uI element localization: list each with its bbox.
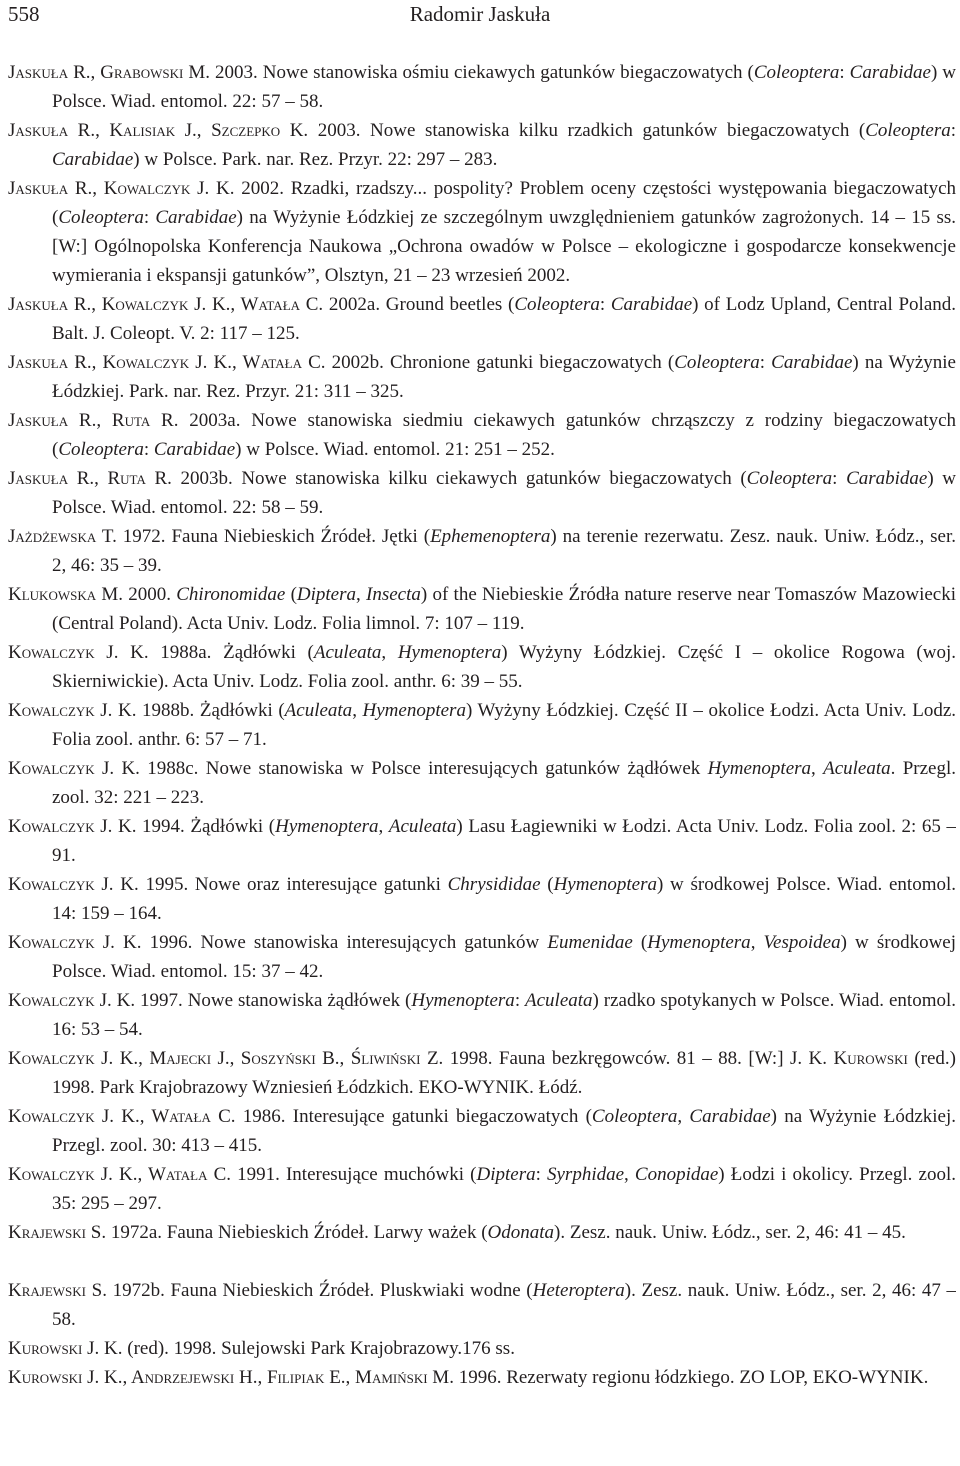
reference-authors: Jaskuła R., Kalisiak J., Szczepko K. [8, 120, 309, 141]
reference-text: 2003. Nowe stanowiska ośmiu ciekawych gatunków biegaczowatych ( [210, 62, 754, 83]
taxon-name: Carabidae [849, 62, 931, 83]
reference-text: 1994. Żądłówki ( [136, 816, 276, 837]
taxon-name: Coleoptera [753, 62, 840, 83]
reference-text: 1998. Fauna bezkręgowców. 81 – 88. [W:] J. K. [443, 1048, 834, 1069]
reference-entry [8, 870, 956, 928]
reference-text: ) Lasu Łagiewniki w Łodzi. Acta Univ. Lodz. Folia zool. 2: 65 – 91. [52, 816, 956, 866]
reference-authors: Kowalczyk J. K. [8, 758, 140, 779]
reference-list [8, 58, 956, 1421]
reference-entry [8, 522, 956, 580]
reference-entry [8, 1218, 956, 1276]
reference-text: ) w Polsce. Wiad. entomol. 22: 58 – 59. [52, 468, 956, 518]
reference-text: : [832, 468, 847, 489]
reference-text: 2002. Rzadki, rzadszy... pospolity? Problem oceny częstości występowania biegaczowatych ( [52, 178, 956, 228]
reference-text: 2003b. Nowe stanowiska kilku ciekawych gatunków biegaczowatych ( [171, 468, 747, 489]
reference-authors: Jaskuła R., Kowalczyk J. K., Watała C. [8, 294, 324, 315]
reference-entry [8, 1276, 956, 1334]
taxon-name: Coleoptera [746, 468, 833, 489]
reference-text: , [378, 816, 389, 837]
reference-text: Kurowski [833, 1048, 908, 1069]
taxon-name: Coleoptera [591, 1106, 678, 1127]
reference-text: 2002b. Chronione gatunki biegaczowatych ( [325, 352, 675, 373]
reference-text: 1996. Rezerwaty regionu łódzkiego. ZO LOP, EKO-WYNIK. [453, 1367, 929, 1388]
reference-text: : [514, 990, 526, 1011]
reference-authors: Kowalczyk J. K., Watała C. [8, 1106, 236, 1127]
taxon-name: Hymenoptera [397, 642, 502, 663]
reference-text: ) na Wyżynie Łódzkiej ze szczególnym uwzględnieniem gatunków zagrożonych. 14 – 15 ss. [W:] Ogólnopolska Konferencja Naukowa „Ochrona owadów w Polsce – ekologiczne i gospodarcze konsekwencje wymierania i ekspansji gatunków”, Olsztyn, 21 – 23 wrzesień 2002. [52, 207, 956, 286]
reference-authors: Krajewski S. [8, 1280, 107, 1301]
taxon-name: Carabidae [52, 149, 134, 170]
reference-authors: Jaskuła R., Ruta R. [8, 410, 179, 431]
taxon-name: Coleoptera [514, 294, 600, 315]
reference-text: , [811, 758, 824, 779]
taxon-name: Insecta [366, 584, 421, 605]
reference-entry [8, 580, 956, 638]
reference-authors: Jaskuła R., Ruta R. [8, 468, 172, 489]
reference-text: : [950, 120, 956, 141]
reference-entry [8, 812, 956, 870]
reference-authors: Kowalczyk J. K. [8, 642, 149, 663]
taxon-name: Heteroptera [532, 1280, 625, 1301]
reference-text: ) w Polsce. Wiad. entomol. 22: 57 – 58. [52, 62, 956, 112]
taxon-name: Coleoptera [865, 120, 951, 141]
reference-text: 1988c. Nowe stanowiska w Polsce interesujących gatunków żądłówek [139, 758, 708, 779]
reference-text: 2000. [123, 584, 177, 605]
reference-text: ) w środkowej Polsce. Wiad. entomol. 15: 37 – 42. [52, 932, 956, 982]
reference-text: ) Łodzi i okolicy. Przegl. zool. 35: 295 – 297. [52, 1164, 956, 1214]
reference-text: : [599, 294, 611, 315]
reference-text: 1972b. Fauna Niebieskich Źródeł. Pluskwiaki wodne ( [106, 1280, 533, 1301]
taxon-name: Vespoidea [763, 932, 841, 953]
reference-text: 1996. Nowe stanowiska interesujących gatunków [141, 932, 548, 953]
reference-entry [8, 1334, 956, 1363]
reference-authors: Kowalczyk J. K., Watała C. [8, 1164, 232, 1185]
reference-entry [8, 696, 956, 754]
reference-text: : [143, 439, 154, 460]
reference-text: , [677, 1106, 690, 1127]
reference-authors: Jaskuła R., Kowalczyk J. K., Watała C. [8, 352, 326, 373]
reference-text: ) w Polsce. Park. nar. Rez. Przyr. 22: 297 – 283. [133, 149, 498, 170]
reference-entry [8, 406, 956, 464]
reference-text: ) of Lodz Upland, Central Poland. Balt. J. Coleopt. V. 2: 117 – 125. [52, 294, 956, 344]
reference-text: , [381, 642, 398, 663]
reference-entry [8, 928, 956, 986]
running-head: Radomir Jaskuła [409, 2, 551, 26]
reference-authors: Kowalczyk J. K. [8, 990, 136, 1011]
reference-authors: Kowalczyk J. K. [8, 816, 137, 837]
reference-text: (red). 1998. Sulejowski Park Krajobrazowy.176 ss. [122, 1338, 515, 1359]
reference-text: 1997. Nowe stanowiska żądłówek ( [135, 990, 412, 1011]
taxon-name: Hymenoptera [411, 990, 515, 1011]
reference-text: ) Wyżyny Łódzkiej. Część I – okolice Rogowa (woj. Skierniwickie). Acta Univ. Lodz. Folia zool. anthr. 6: 39 – 55. [52, 642, 956, 692]
taxon-name: Hymenoptera [707, 758, 812, 779]
reference-text: 2003. Nowe stanowiska kilku rzadkich gatunków biegaczowatych ( [308, 120, 866, 141]
taxon-name: Eumenidae [547, 932, 633, 953]
reference-text: , [624, 1164, 635, 1185]
taxon-name: Carabidae [846, 468, 928, 489]
reference-text: ) na Wyżynie Łódzkiej. Park. nar. Rez. Przyr. 21: 311 – 325. [52, 352, 956, 402]
reference-entry [8, 174, 956, 290]
reference-text: ) w środkowej Polsce. Wiad. entomol. 14: 159 – 164. [52, 874, 956, 924]
page-header [0, 0, 960, 36]
reference-authors: Kowalczyk J. K., Majecki J., Soszyński B., Śliwiński Z. [8, 1048, 444, 1069]
reference-text: , [750, 932, 764, 953]
reference-text: ) na Wyżynie Łódzkiej. Przegl. zool. 30: 413 – 415. [52, 1106, 956, 1156]
reference-authors: Jażdżewska T. [8, 526, 117, 547]
taxon-name: Aculeata [313, 642, 382, 663]
taxon-name: Coleoptera [58, 207, 144, 228]
taxon-name: Diptera [296, 584, 357, 605]
reference-text: ). Zesz. nauk. Uniw. Łódz., ser. 2, 46: 47 – 58. [52, 1280, 956, 1330]
taxon-name: Carabidae [689, 1106, 771, 1127]
reference-text: ) w Polsce. Wiad. entomol. 21: 251 – 252. [235, 439, 555, 460]
reference-entry [8, 290, 956, 348]
reference-text: 1986. Interesujące gatunki biegaczowatych ( [235, 1106, 592, 1127]
reference-text: 1972. Fauna Niebieskich Źródeł. Jętki ( [116, 526, 431, 547]
reference-text: : [839, 62, 850, 83]
reference-text: 1995. Nowe oraz interesujące gatunki [138, 874, 448, 895]
reference-authors: Krajewski S. [8, 1222, 107, 1243]
reference-entry [8, 986, 956, 1044]
taxon-name: Chrysididae [447, 874, 541, 895]
reference-entry [8, 116, 956, 174]
reference-authors: Kurowski J. K., Andrzejewski H., Filipiak E., Mamiński M. [8, 1367, 454, 1388]
taxon-name: Syrphidae [547, 1164, 625, 1185]
taxon-name: Carabidae [155, 207, 237, 228]
reference-entry [8, 1044, 956, 1102]
taxon-name: Conopidae [634, 1164, 719, 1185]
reference-text: , [352, 700, 363, 721]
reference-text: (red.) 1998. Park Krajobrazowy Wzniesień Łódzkich. EKO-WYNIK. Łódź. [52, 1048, 956, 1098]
reference-text: 2002a. Ground beetles ( [323, 294, 515, 315]
reference-entry [8, 1160, 956, 1218]
reference-text: ( [540, 874, 554, 895]
taxon-name: Aculeata [388, 816, 457, 837]
taxon-name: Coleoptera [58, 439, 144, 460]
taxon-name: Hymenoptera [647, 932, 751, 953]
reference-text: 1988a. Żądłówki ( [148, 642, 314, 663]
taxon-name: Hymenoptera [553, 874, 657, 895]
page-number: 558 [8, 2, 40, 26]
taxon-name: Odonata [487, 1222, 555, 1243]
taxon-name: Coleoptera [674, 352, 760, 373]
reference-entry [8, 638, 956, 696]
taxon-name: Aculeata [284, 700, 353, 721]
reference-entry [8, 464, 956, 522]
reference-authors: Kurowski J. K. [8, 1338, 123, 1359]
taxon-name: Diptera [476, 1164, 536, 1185]
reference-authors: Kowalczyk J. K. [8, 874, 139, 895]
reference-text: ) of the Niebieskie Źródła nature reserve near Tomaszów Mazowiecki (Central Poland). Acta Univ. Lodz. Folia limnol. 7: 107 – 119. [52, 584, 956, 634]
reference-text: : [143, 207, 156, 228]
taxon-name: Hymenoptera [362, 700, 466, 721]
reference-entry [8, 1102, 956, 1160]
reference-authors: Jaskuła R., Grabowski M. [8, 62, 210, 83]
taxon-name: Ephemenoptera [430, 526, 551, 547]
reference-authors: Jaskuła R., Kowalczyk J. K. [8, 178, 235, 199]
reference-text: 1972a. Fauna Niebieskich Źródeł. Larwy ważek ( [106, 1222, 488, 1243]
taxon-name: Aculeata [525, 990, 593, 1011]
reference-authors: Kowalczyk J. K. [8, 932, 142, 953]
reference-text: . Przegl. zool. 32: 221 – 223. [52, 758, 956, 808]
reference-text: , [356, 584, 367, 605]
taxon-name: Hymenoptera [275, 816, 379, 837]
reference-text: ) rzadko spotykanych w Polsce. Wiad. entomol. 16: 53 – 54. [52, 990, 956, 1040]
taxon-name: Chironomidae [176, 584, 286, 605]
reference-text: ( [632, 932, 648, 953]
taxon-name: Carabidae [771, 352, 853, 373]
reference-text: ) Wyżyny Łódzkiej. Część II – okolice Łodzi. Acta Univ. Lodz. Folia zool. anthr. 6: 57 – 71. [52, 700, 956, 750]
reference-text: : [759, 352, 772, 373]
taxon-name: Carabidae [610, 294, 693, 315]
reference-text: : [535, 1164, 547, 1185]
reference-text: ) na terenie rezerwatu. Zesz. nauk. Uniw. Łódz., ser. 2, 46: 35 – 39. [52, 526, 956, 576]
reference-text: 2003a. Nowe stanowiska siedmiu ciekawych gatunków chrząszczy z rodziny biegaczowatych ( [52, 410, 956, 460]
reference-text: ). Zesz. nauk. Uniw. Łódz., ser. 2, 46: 41 – 45. [554, 1222, 906, 1243]
taxon-name: Aculeata [823, 758, 891, 779]
reference-text: 1988b. Żądłówki ( [136, 700, 285, 721]
reference-entry [8, 754, 956, 812]
reference-entry [8, 58, 956, 116]
reference-entry [8, 1363, 956, 1421]
reference-entry [8, 348, 956, 406]
taxon-name: Carabidae [153, 439, 236, 460]
reference-text: 1991. Interesujące muchówki ( [231, 1164, 477, 1185]
reference-authors: Klukowska M. [8, 584, 123, 605]
reference-text: ( [285, 584, 297, 605]
reference-authors: Kowalczyk J. K. [8, 700, 137, 721]
